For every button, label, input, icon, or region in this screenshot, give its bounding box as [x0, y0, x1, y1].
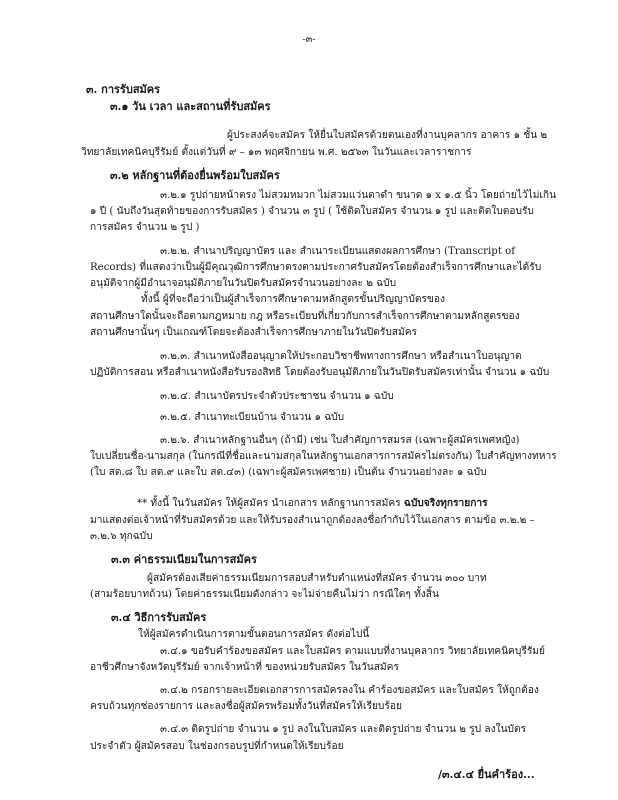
page-continuation: /๓.๔.๔ ยื่นคำร้อง... [438, 768, 535, 781]
paragraph-line: ๓.๒.๒. สำเนาปริญญาบัตร และ สำเนาระเบียนแสดงผลการศึกษา (Transcript of [160, 246, 516, 257]
paragraph-line: สถานศึกษานั้นๆ เป็นเกณฑ์โดยจะต้องสำเร็จการศึกษาภายในวันปิดรับสมัคร [90, 327, 418, 338]
paragraph-line: ปฏิบัติการสอน หรือสำเนาหนังสือรับรองสิทธิ โดยต้องรับอนุมัติภายในวันปิดรับสมัครเท่านั้น จำนวน ๑ ฉบับ [90, 367, 550, 378]
subsection-heading: ๓.๔ วิธีการรับสมัคร [111, 611, 207, 624]
paragraph-line: ๓.๒.๖. สำเนาหลักฐานอื่นๆ (ถ้ามี) เช่น ใบสำคัญการสมรส (เฉพาะผู้สมัครเพศหญิง) [160, 435, 520, 446]
paragraph-line: ๓.๒.๔. สำเนาบัตรประจำตัวประชาชน จำนวน ๑ ฉบับ [160, 391, 394, 402]
paragraph-line: ใบเปลี่ยนชื่อ-นามสกุล (ในกรณีที่ชื่อและนามสกุลในหลักฐานเอกสารการสมัครไม่ตรงกัน) ใบสำคัญทางทหาร [90, 451, 557, 462]
note-line: ๓.๒.๖ ทุกฉบับ [90, 531, 153, 542]
paragraph-line: ประจำตัว ผู้สมัครสอบ ในช่องกรอบรูปที่กำหนดให้เรียบร้อย [90, 741, 344, 752]
paragraph-line: ๓.๔.๑ ขอรับคำร้องขอสมัคร และใบสมัคร ตามแบบที่งานบุคลากร วิทยาลัยเทคนิคบุรีรัมย์ [160, 646, 545, 657]
note-line: มาแสดงต่อเจ้าหน้าที่รับสมัครด้วย และให้รับรองสำเนาถูกต้องลงชื่อกำกับไว้ในเอกสาร ตามข้อ ๓.๒.๒ – [90, 515, 535, 526]
paragraph-line: สถานศึกษาใดนั้นจะถือตามกฎหมาย กฎ หรือระเบียบที่เกี่ยวกับการสำเร็จการศึกษาตามหลักสูตรของ [90, 311, 520, 322]
paragraph-line: (สามร้อยบาทถ้วน) โดยค่าธรรมเนียมดังกล่าว จะไม่จ่ายคืนไม่ว่า กรณีใดๆ ทั้งสิ้น [90, 589, 439, 600]
paragraph-line: ผู้ประสงค์จะสมัคร ให้ยื่นใบสมัครด้วยตนเองที่งานบุคลากร อาคาร ๑ ชั้น ๒ [227, 130, 548, 141]
page-number: -๓- [302, 34, 316, 45]
paragraph-line: ๓.๒.๑ รูปถ่ายหน้าตรง ไม่สวมหมวก ไม่สวมแว่นตาดำ ขนาด ๑ x ๑.๕ นิ้ว โดยถ่ายไว้ไม่เกิน [160, 190, 557, 201]
paragraph-line: ๑ ปี ( นับถึงวันสุดท้ายของการรับสมัคร ) จำนวน ๓ รูป ( ใช้ติดใบสมัคร จำนวน ๑ รูป และติดใบตอบรับ [90, 206, 534, 217]
paragraph-line: Records) ที่แสดงว่าเป็นผู้มีคุณวุฒิการศึกษาตรงตามประกาศรับสมัครโดยต้องสำเร็จการศึกษาและได้รับ [90, 262, 542, 273]
paragraph-line: อาชีวศึกษาจังหวัดบุรีรัมย์ จากเจ้าหน้าที่ ของหน่วยรับสมัคร ในวันสมัคร [90, 662, 399, 673]
section-heading: ๓. การรับสมัคร [86, 83, 161, 96]
paragraph-line: อนุมัติจากผู้มีอำนาจอนุมัติภายในวันปิดรับสมัครจำนวนอย่างละ ๒ ฉบับ [90, 278, 397, 289]
subsection-heading: ๓.๑ วัน เวลา และสถานที่รับสมัคร [110, 100, 271, 113]
paragraph-line: (ใบ สด.๘ ใบ สด.๙ และใบ สด.๔๓) (เฉพาะผู้สมัครเพศชาย) เป็นต้น จำนวนอย่างละ ๑ ฉบับ [90, 467, 487, 478]
paragraph-line: ให้ผู้สมัครดำเนินการตามขั้นตอนการสมัคร ดังต่อไปนี้ [138, 629, 370, 640]
subsection-heading: ๓.๒ หลักฐานที่ต้องยื่นพร้อมใบสมัคร [110, 169, 280, 182]
paragraph-line: การสมัคร จำนวน ๒ รูป ) [90, 222, 200, 233]
note-line [137, 497, 488, 510]
paragraph-line: ๓.๒.๓. สำเนาหนังสืออนุญาตให้ประกอบวิชาชีพทางการศึกษา หรือสำเนาใบอนุญาต [160, 351, 522, 362]
note-text: ** ทั้งนี้ ในวันสมัคร ให้ผู้สมัคร นำเอกสาร หลักฐานการสมัคร [137, 498, 404, 509]
subsection-heading: ๓.๓ ค่าธรรมเนียมในการสมัคร [111, 553, 257, 566]
paragraph-line: ทั้งนี้ ผู้ที่จะถือว่าเป็นผู้สำเร็จการศึกษาตามหลักสูตรขั้นปริญญาบัตรของ [141, 294, 445, 305]
paragraph-line: ครบถ้วนทุกช่องรายการ และลงชื่อผู้สมัครพร้อมทั้งวันที่สมัครให้เรียบร้อย [90, 701, 402, 712]
paragraph-line: ๓.๔.๓ ติดรูปถ่าย จำนวน ๑ รูป ลงในใบสมัคร และติดรูปถ่าย จำนวน ๒ รูป ลงในบัตร [160, 724, 527, 735]
paragraph-line: ๓.๒.๕. สำเนาทะเบียนบ้าน จำนวน ๑ ฉบับ [160, 412, 345, 423]
note-emphasis: ฉบับจริงทุกรายการ [403, 497, 488, 509]
paragraph-line: ผู้สมัครต้องเสียค่าธรรมเนียมการสอบสำหรับตำแหน่งที่สมัคร จำนวน ๓๐๐ บาท [147, 573, 487, 584]
paragraph-line: ๓.๔.๒ กรอกรายละเอียดเอกสารการสมัครลงใน คำร้องขอสมัคร และใบสมัคร ให้ถูกต้อง [160, 685, 539, 696]
paragraph-line: วิทยาลัยเทคนิคบุรีรัมย์ ตั้งแต่วันที่ ๙ – ๑๓ พฤศจิกายน พ.ศ. ๒๕๖๓ ในวันและเวลาราชการ [81, 147, 472, 158]
